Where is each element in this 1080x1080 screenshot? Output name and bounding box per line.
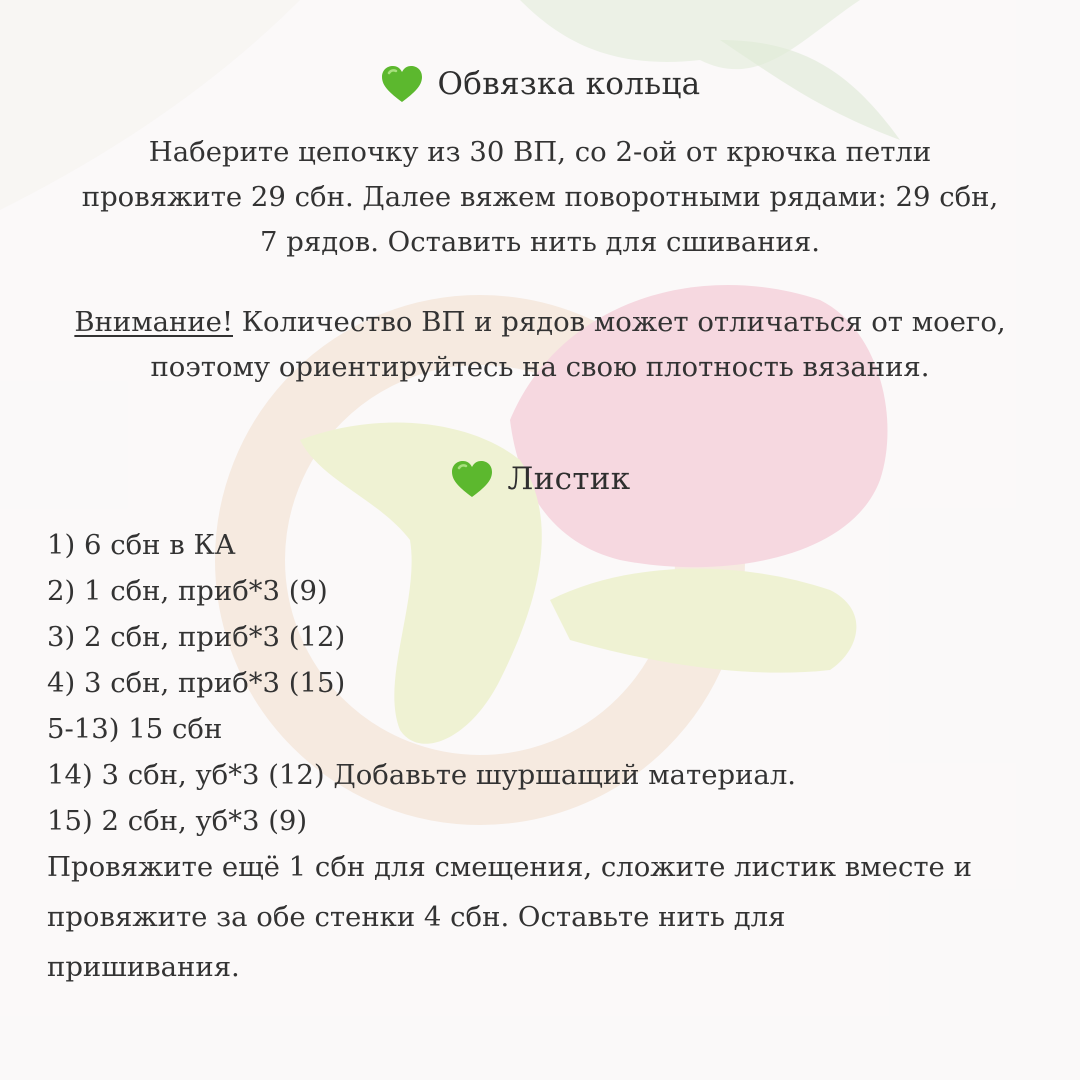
list-item: 5-13) 15 сбн xyxy=(47,713,223,745)
final-instruction-line: пришивания. xyxy=(47,951,240,983)
ring-section-title: Обвязка кольца xyxy=(437,66,701,102)
ring-instructions xyxy=(40,130,1040,265)
green-heart-icon xyxy=(450,459,494,499)
list-item: 2) 1 сбн, приб*3 (9) xyxy=(47,575,328,607)
green-heart-icon xyxy=(380,64,424,104)
list-item: 14) 3 сбн, уб*3 (12) Добавьте шуршащий материал. xyxy=(47,759,797,791)
list-item: 15) 2 сбн, уб*3 (9) xyxy=(47,805,308,837)
attention-line-2: поэтому ориентируйтесь на свою плотность вязания. xyxy=(150,351,930,383)
attention-label: Внимание! xyxy=(74,306,233,338)
leaf-rows-list xyxy=(47,522,796,844)
attention-note xyxy=(40,300,1040,390)
ring-instruction-line: Наберите цепочку из 30 ВП, со 2-ой от крючка петли xyxy=(148,136,932,168)
attention-line-1 xyxy=(40,300,1040,345)
list-item: 1) 6 сбн в КА xyxy=(47,529,236,561)
attention-text-1: Количество ВП и рядов может отличаться от моего, xyxy=(233,306,1006,338)
ring-instruction-line: 7 рядов. Оставить нить для сшивания. xyxy=(260,226,820,258)
final-instruction-line: Провяжите ещё 1 сбн для смещения, сложите листик вместе и xyxy=(47,851,972,883)
final-instruction-line: провяжите за обе стенки 4 сбн. Оставьте нить для xyxy=(47,901,786,933)
leaf-section-heading xyxy=(0,455,1080,503)
ring-section-heading xyxy=(0,60,1080,108)
leaf-section-title: Листик xyxy=(507,461,631,497)
leaf-final-instructions xyxy=(47,842,1047,992)
ring-instruction-line: провяжите 29 сбн. Далее вяжем поворотными рядами: 29 сбн, xyxy=(81,181,999,213)
list-item: 3) 2 сбн, приб*3 (12) xyxy=(47,621,346,653)
list-item: 4) 3 сбн, приб*3 (15) xyxy=(47,667,346,699)
